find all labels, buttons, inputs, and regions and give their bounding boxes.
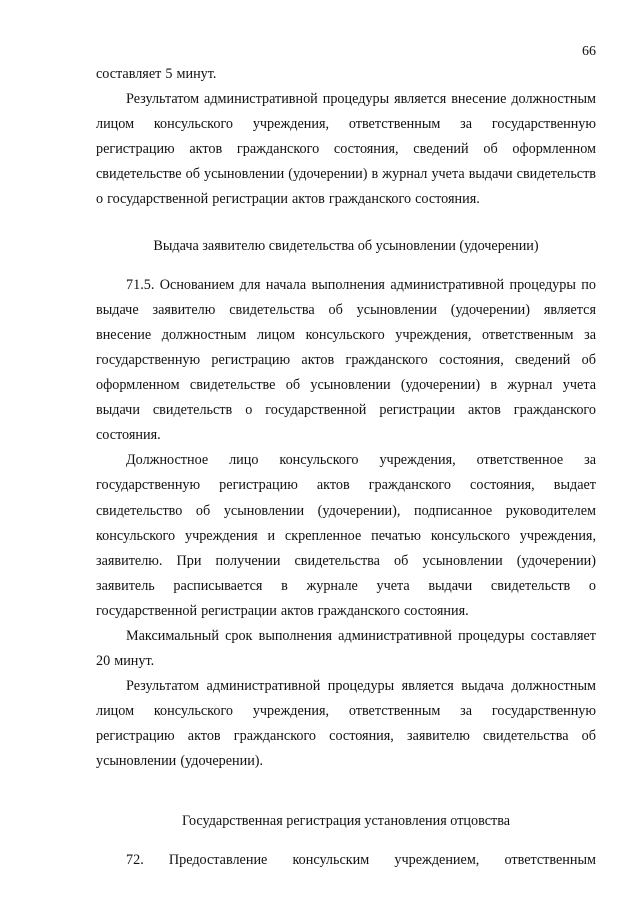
paragraph-result-registration: Результатом административной процедуры является внесение должностным лицом консульского учреждения, ответственным за государственную регистрацию актов гражданского состояния, сведений об оформленном свидетельстве об усыновлении (удочерении) в журнал учета выдачи свидетельств о государственной регистрации актов гражданского состояния. bbox=[96, 91, 596, 208]
page-number: 66 bbox=[582, 44, 596, 59]
paragraph-official-issues: Должностное лицо консульского учреждения, ответственное за государственную регистрацию актов гражданского состояния, выдает свидетельство об усыновлении (удочерении), подписанное руководителем консульского учреждения и скрепленное печатью консульского учреждения, заявителю. При получении свидетельства об усыновлении (удочерении) заявитель расписывается в журнале учета выдачи свидетельств о государственной регистрации актов гражданского состояния. bbox=[96, 452, 596, 619]
paragraph-continuation: составляет 5 минут. bbox=[96, 66, 217, 82]
document-body bbox=[96, 62, 596, 873]
paragraph-max-time: Максимальный срок выполнения административной процедуры составляет 20 минут. bbox=[96, 627, 596, 670]
section-heading-certificate-issue: Выдача заявителю свидетельства об усыновлении (удочерении) bbox=[153, 237, 539, 254]
section-heading-paternity: Государственная регистрация установления отцовства bbox=[181, 812, 510, 829]
paragraph-result-issue: Результатом административной процедуры является выдача должностным лицом консульского учреждения, ответственным за государственную регистрацию актов гражданского состояния, заявителю свидетельства об усыновлении (удочерении). bbox=[96, 678, 596, 770]
paragraph-72: 72. Предоставление консульским учреждением, ответственным bbox=[126, 851, 596, 868]
paragraph-71-5: 71.5. Основанием для начала выполнения административной процедуры по выдаче заявителю свидетельства об усыновлении (удочерении) является внесение должностным лицом консульского учреждения, ответственным за государственную регистрацию актов гражданского состояния, сведений об оформленном свидетельстве об усыновлении (удочерении) в журнал учета выдачи свидетельств о государственной регистрации актов гражданского состояния. bbox=[96, 276, 596, 444]
